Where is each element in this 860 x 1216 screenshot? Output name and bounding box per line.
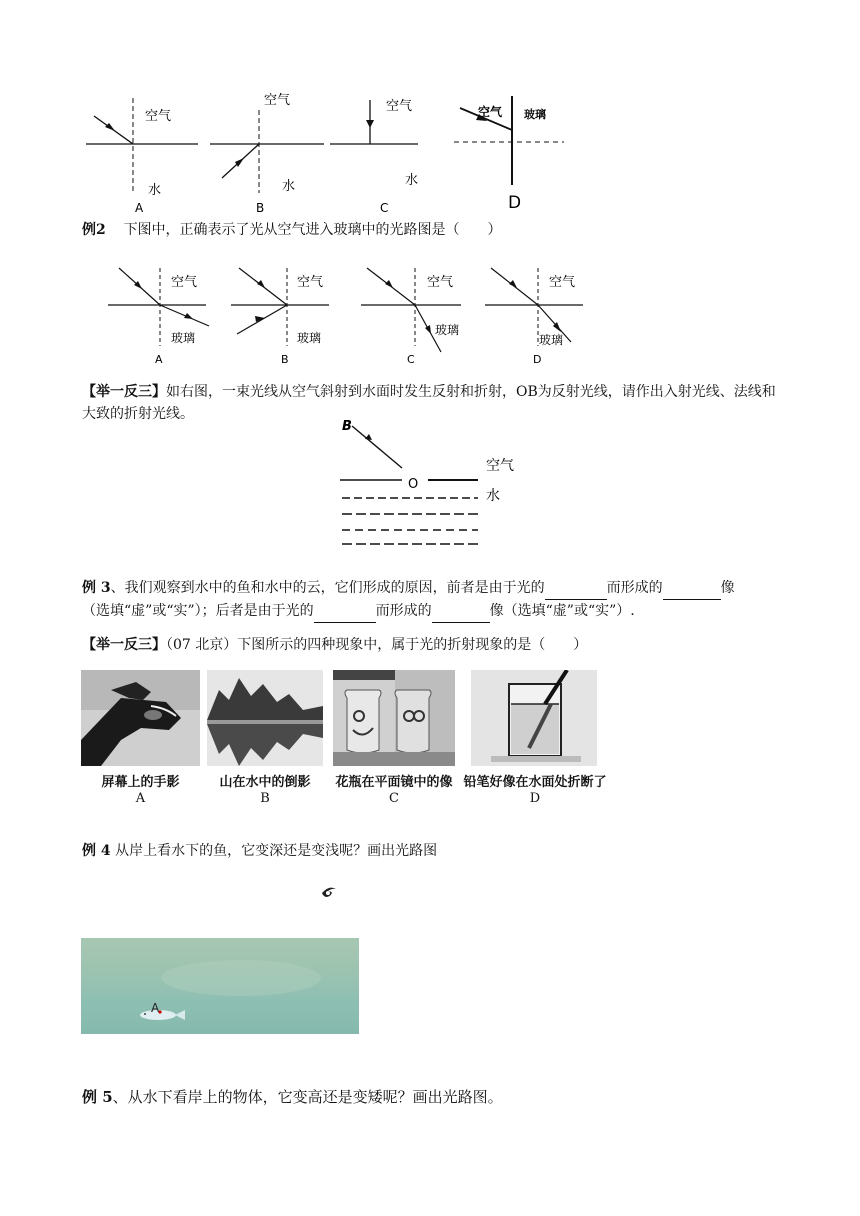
example-text: 而形成的 <box>606 580 663 596</box>
photo-pencil-in-water <box>471 670 597 766</box>
label-glass: 玻璃 <box>171 331 196 345</box>
example-text: 、从水下看岸上的物体，它变高还是变矮呢？画出光路图。 <box>112 1088 503 1106</box>
diagram-ex2-c <box>361 268 461 366</box>
practice-2-question <box>82 634 587 656</box>
row1-diagrams <box>80 90 580 215</box>
practice-tag: 【举一反三】 <box>82 384 166 400</box>
answer-blank[interactable] <box>545 577 607 600</box>
fish-icon <box>140 1010 185 1020</box>
photo-hand-shadow <box>81 670 200 766</box>
diagram-ex2-a <box>108 268 209 366</box>
example-text: 像（选填“虚”或“实”）. <box>489 603 635 619</box>
photo-letter: C <box>389 791 399 806</box>
answer-blank[interactable] <box>432 600 490 623</box>
diagram-ex2-d <box>485 268 583 366</box>
label-water: 水 <box>405 173 419 188</box>
label-glass: 玻璃 <box>297 331 322 345</box>
practice-1-diagram <box>336 418 536 548</box>
example-label: 例 4 <box>82 843 111 859</box>
example-2-question <box>82 219 502 241</box>
photo-letter: A <box>135 791 146 806</box>
example-text: 下图中，正确表示了光从空气进入玻璃中的光路图是（ ） <box>123 222 502 238</box>
label-air: 空气 <box>427 275 454 290</box>
label-water: 水 <box>148 183 162 198</box>
label-water: 水 <box>282 179 296 194</box>
example-text: 、我们观察到水中的鱼和水中的云，它们形成的原因，前者是由于光的 <box>110 580 545 596</box>
eye-icon <box>320 884 338 902</box>
photo-caption: 山在水中的倒影 <box>219 775 311 790</box>
label-air: 空气 <box>264 93 291 108</box>
example-text: 而形成的 <box>375 603 432 619</box>
label-air: 空气 <box>386 99 413 114</box>
label-air: 空气 <box>145 109 172 124</box>
example-5-question <box>82 1086 503 1108</box>
diagram-ex2-b <box>231 268 329 366</box>
photo-mountain-reflection <box>207 670 323 766</box>
example-label: 例 5 <box>82 1088 113 1106</box>
label-letter: A <box>155 353 163 366</box>
photo-letter: D <box>529 791 541 806</box>
photo-vase-mirror <box>333 670 455 766</box>
diagram-row1-d <box>454 96 564 213</box>
answer-blank[interactable] <box>663 577 721 600</box>
diagram-row1-b <box>210 92 324 215</box>
photo-caption: 铅笔好像在水面处折断了 <box>463 775 607 790</box>
label-letter: D <box>533 353 542 366</box>
photo-caption: 屏幕上的手影 <box>101 775 180 790</box>
example-text: （选填“虚”或“实”）；后者是由于光的 <box>82 603 314 619</box>
label-air: 空气 <box>549 275 576 290</box>
water-scene <box>81 938 359 1034</box>
label-air: 空气 <box>486 458 514 474</box>
photo-caption: 花瓶在平面镜中的像 <box>335 775 453 790</box>
example-3-question <box>82 577 782 623</box>
answer-blank[interactable] <box>314 600 376 623</box>
example-text: 像 <box>720 580 735 596</box>
label-letter: B <box>281 353 289 366</box>
practice-text: 如右图，一束光线从空气斜射到水面时发生反射和折射，OB为反射光线，请作出入射光线、法线和大致的折射光线。 <box>82 384 776 422</box>
label-letter: D <box>508 193 522 213</box>
label-letter: B <box>256 201 265 215</box>
label-letter: C <box>380 201 389 215</box>
point-label-a: A <box>151 1001 160 1015</box>
label-glass: 玻璃 <box>524 108 546 121</box>
label-letter: C <box>407 353 415 366</box>
label-o: O <box>408 477 419 492</box>
label-glass: 玻璃 <box>539 333 564 347</box>
label-glass: 玻璃 <box>435 323 460 337</box>
diagram-row1-a <box>86 98 198 215</box>
photo-letter: B <box>260 791 270 806</box>
example-4-question <box>82 840 437 862</box>
label-air: 空气 <box>171 275 198 290</box>
example-label: 例2 <box>82 222 106 238</box>
label-air: 空气 <box>478 105 503 119</box>
label-letter: A <box>135 201 144 215</box>
practice-text: （07 北京）下图所示的四种现象中，属于光的折射现象的是（ ） <box>166 637 588 653</box>
label-air: 空气 <box>297 275 324 290</box>
practice-tag: 【举一反三】 <box>82 637 166 653</box>
diagram-row1-c <box>330 98 418 215</box>
example-text: 从岸上看水下的鱼，它变深还是变浅呢？画出光路图 <box>115 843 438 859</box>
label-b: B <box>342 419 352 434</box>
label-water: 水 <box>486 488 500 504</box>
example-2-diagrams <box>105 262 595 368</box>
example-label: 例 3 <box>82 580 111 596</box>
